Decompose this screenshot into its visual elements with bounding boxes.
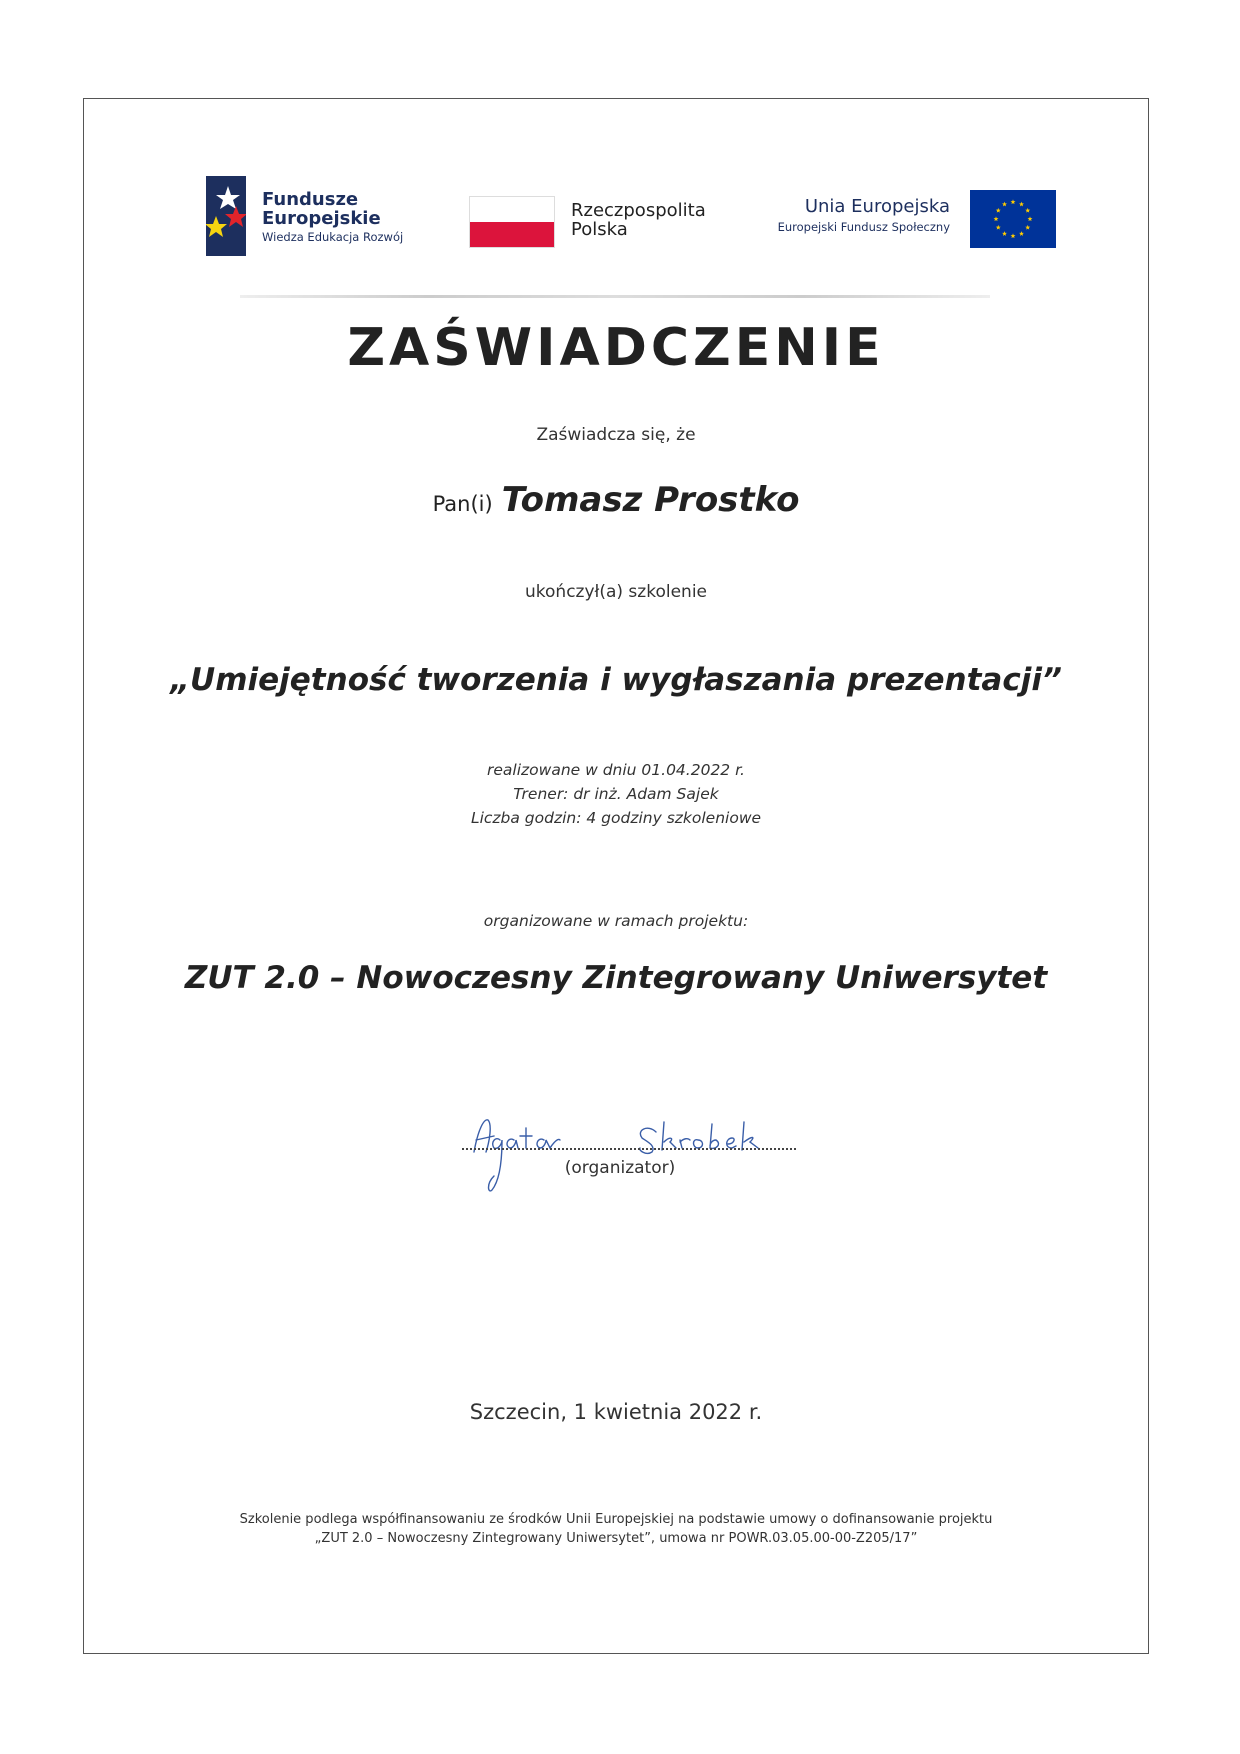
course-date: realizowane w dniu 01.04.2022 r. (487, 761, 745, 779)
project-name: ZUT 2.0 – Nowoczesny Zintegrowany Uniwersytet (184, 960, 1048, 996)
fe-subtitle: Wiedza Edukacja Rozwój (262, 230, 404, 244)
handwritten-signature (456, 1110, 796, 1200)
polish-flag-icon (469, 196, 555, 248)
person-prefix: Pan(i) (432, 492, 493, 516)
ue-subtitle: Europejski Fundusz Społeczny (777, 220, 950, 234)
certificate-title: ZAŚWIADCZENIE (347, 318, 885, 378)
organizer-label: (organizator) (564, 1158, 676, 1178)
footer-line1: Szkolenie podlega współfinansowaniu ze środków Unii Europejskiej na podstawie umowy o dofinansowanie projektu (239, 1512, 993, 1527)
place-and-date: Szczecin, 1 kwietnia 2022 r. (469, 1400, 763, 1424)
course-trainer: Trener: dr inż. Adam Sajek (513, 785, 719, 803)
signature-line (462, 1148, 796, 1150)
fe-star-mark-icon (206, 176, 246, 256)
fe-name-line2: Europejskie (262, 208, 381, 229)
ue-name: Unia Europejska (804, 196, 950, 217)
course-title: „Umiejętność tworzenia i wygłaszania prezentacji” (170, 662, 1062, 698)
course-details (83, 758, 1149, 830)
person-name: Tomasz Prostko (501, 480, 800, 520)
fe-name-line1: Fundusze (262, 189, 359, 210)
rp-name-line1: Rzeczpospolita (571, 200, 706, 221)
intro-text: Zaświadcza się, że (536, 425, 696, 445)
footer-line2: „ZUT 2.0 – Nowoczesny Zintegrowany Uniwersytet”, umowa nr POWR.03.05.00-00-Z205/17” (314, 1531, 918, 1546)
person-line (83, 480, 1149, 520)
course-hours: Liczba godzin: 4 godziny szkoleniowe (470, 809, 762, 827)
funding-footer (83, 1510, 1149, 1548)
header-separator (240, 295, 990, 298)
eu-flag-icon (970, 190, 1056, 248)
completed-text: ukończył(a) szkolenie (525, 582, 707, 602)
organized-intro: organizowane w ramach projektu: (483, 912, 749, 930)
rp-name-line2: Polska (571, 219, 628, 240)
